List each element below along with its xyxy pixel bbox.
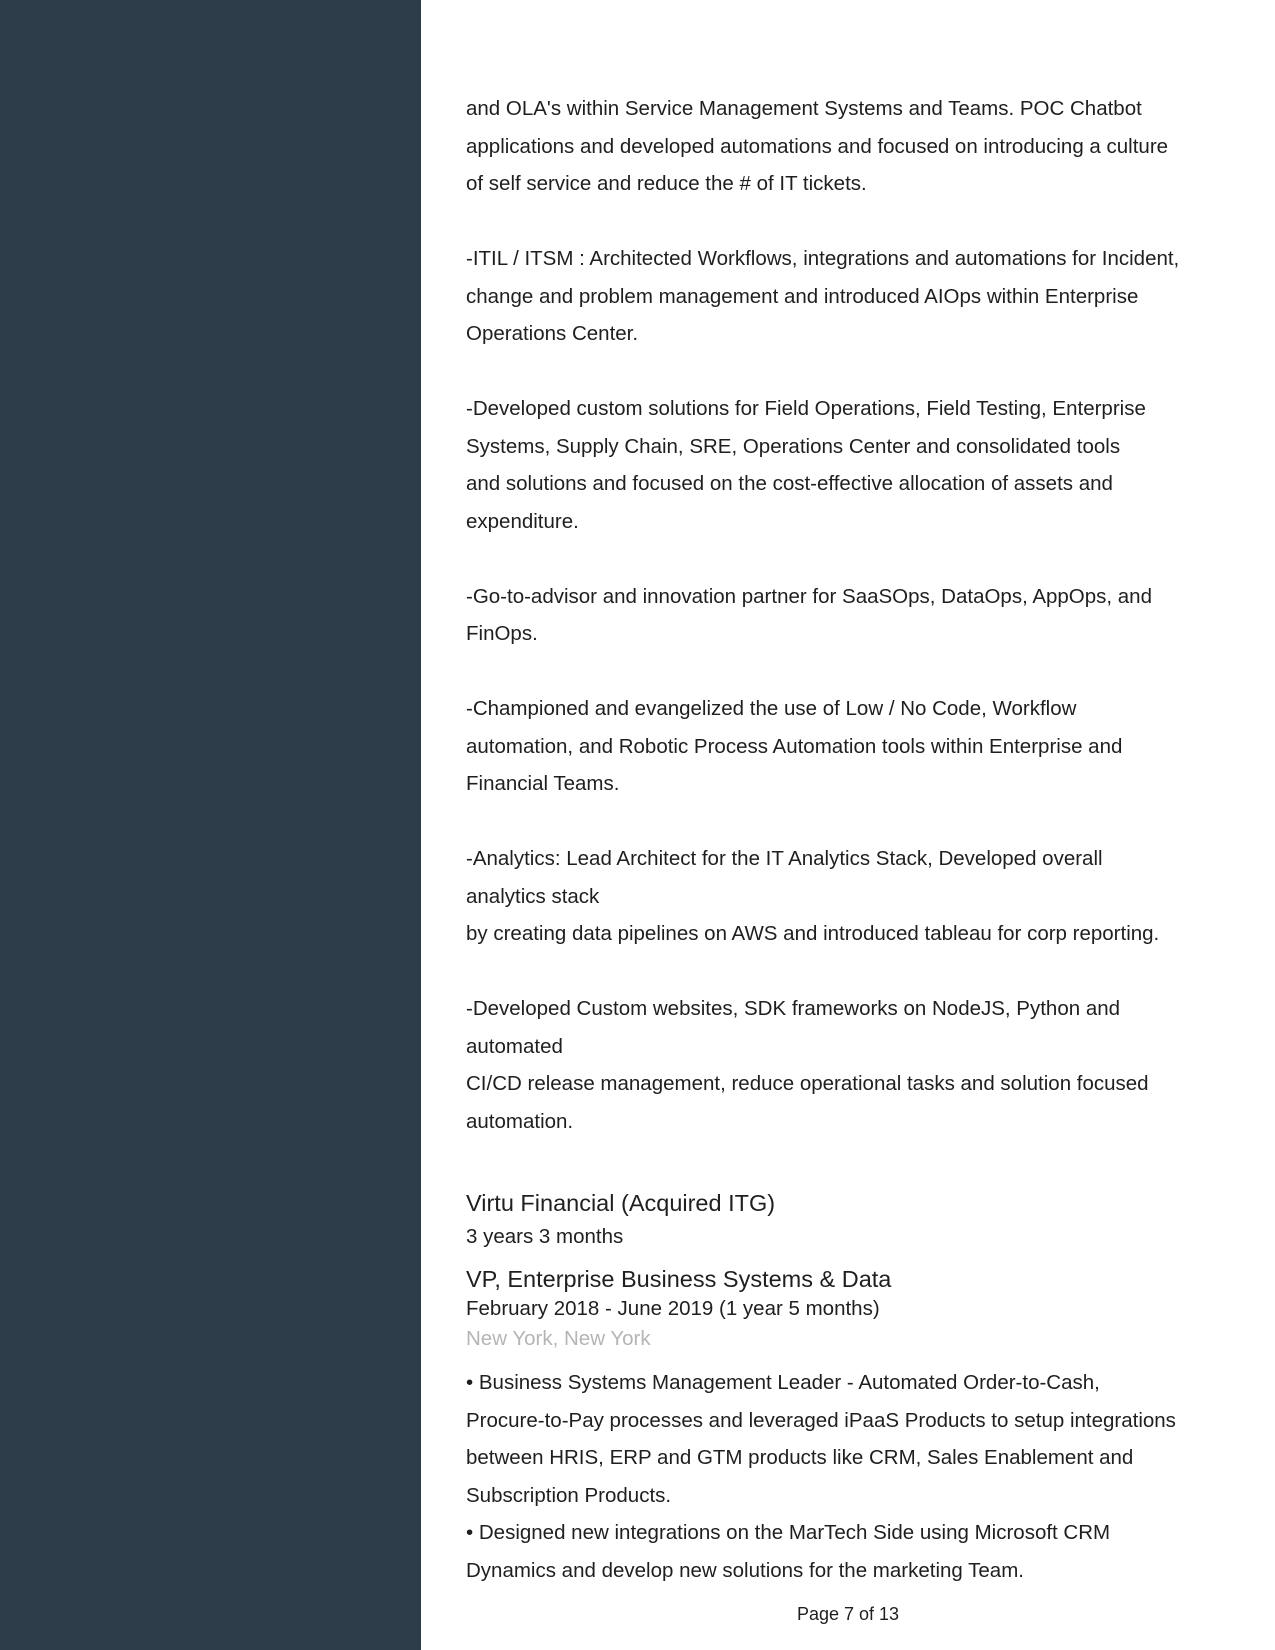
- job-dates: February 2018 - June 2019 (1 year 5 months): [466, 1297, 880, 1320]
- job-title: VP, Enterprise Business Systems & Data: [466, 1266, 892, 1292]
- paragraph-custom-websites: -Developed Custom websites, SDK frameworks on NodeJS, Python and automated CI/CD release management, reduce operational tasks and solution focused automation.: [466, 997, 1149, 1133]
- main-content: [466, 90, 1246, 1589]
- company-duration: 3 years 3 months: [466, 1225, 624, 1248]
- paragraph-service-management: and OLA's within Service Management Systems and Teams. POC Chatbot applications and developed automations and focused on introducing a culture of self service and reduce the # of IT tickets.: [466, 97, 1169, 195]
- paragraph-custom-solutions: -Developed custom solutions for Field Operations, Field Testing, Enterprise Systems, Supply Chain, SRE, Operations Center and consolidated tools and solutions and focused on the cost-effective allocation of assets and expenditure.: [466, 397, 1146, 533]
- paragraph-itil-itsm: -ITIL / ITSM : Architected Workflows, integrations and automations for Incident, change and problem management and introduced AIOps within Enterprise Operations Center.: [466, 247, 1180, 345]
- job-bullets: • Business Systems Management Leader - Automated Order-to-Cash, Procure-to-Pay processes and leveraged iPaaS Products to setup integrations between HRIS, ERP and GTM products like CRM, Sales Enablement and Subscription Products. • Designed new integrations on the MarTech Side using Microsoft CRM Dynamics and develop new solutions for the marketing Team.: [466, 1371, 1176, 1582]
- paragraph-low-no-code: -Championed and evangelized the use of Low / No Code, Workflow automation, and Robotic Process Automation tools within Enterprise and Financial Teams.: [466, 697, 1123, 795]
- job-location: New York, New York: [466, 1327, 651, 1350]
- left-sidebar-panel: [0, 0, 421, 1650]
- page-number-footer: Page 7 of 13: [796, 1604, 900, 1624]
- company-name: Virtu Financial (Acquired ITG): [466, 1190, 776, 1216]
- paragraph-analytics: -Analytics: Lead Architect for the IT Analytics Stack, Developed overall analytics stack by creating data pipelines on AWS and introduced tableau for corp reporting.: [466, 847, 1160, 945]
- paragraph-go-to-advisor: -Go-to-advisor and innovation partner for SaaSOps, DataOps, AppOps, and FinOps.: [466, 584, 1152, 645]
